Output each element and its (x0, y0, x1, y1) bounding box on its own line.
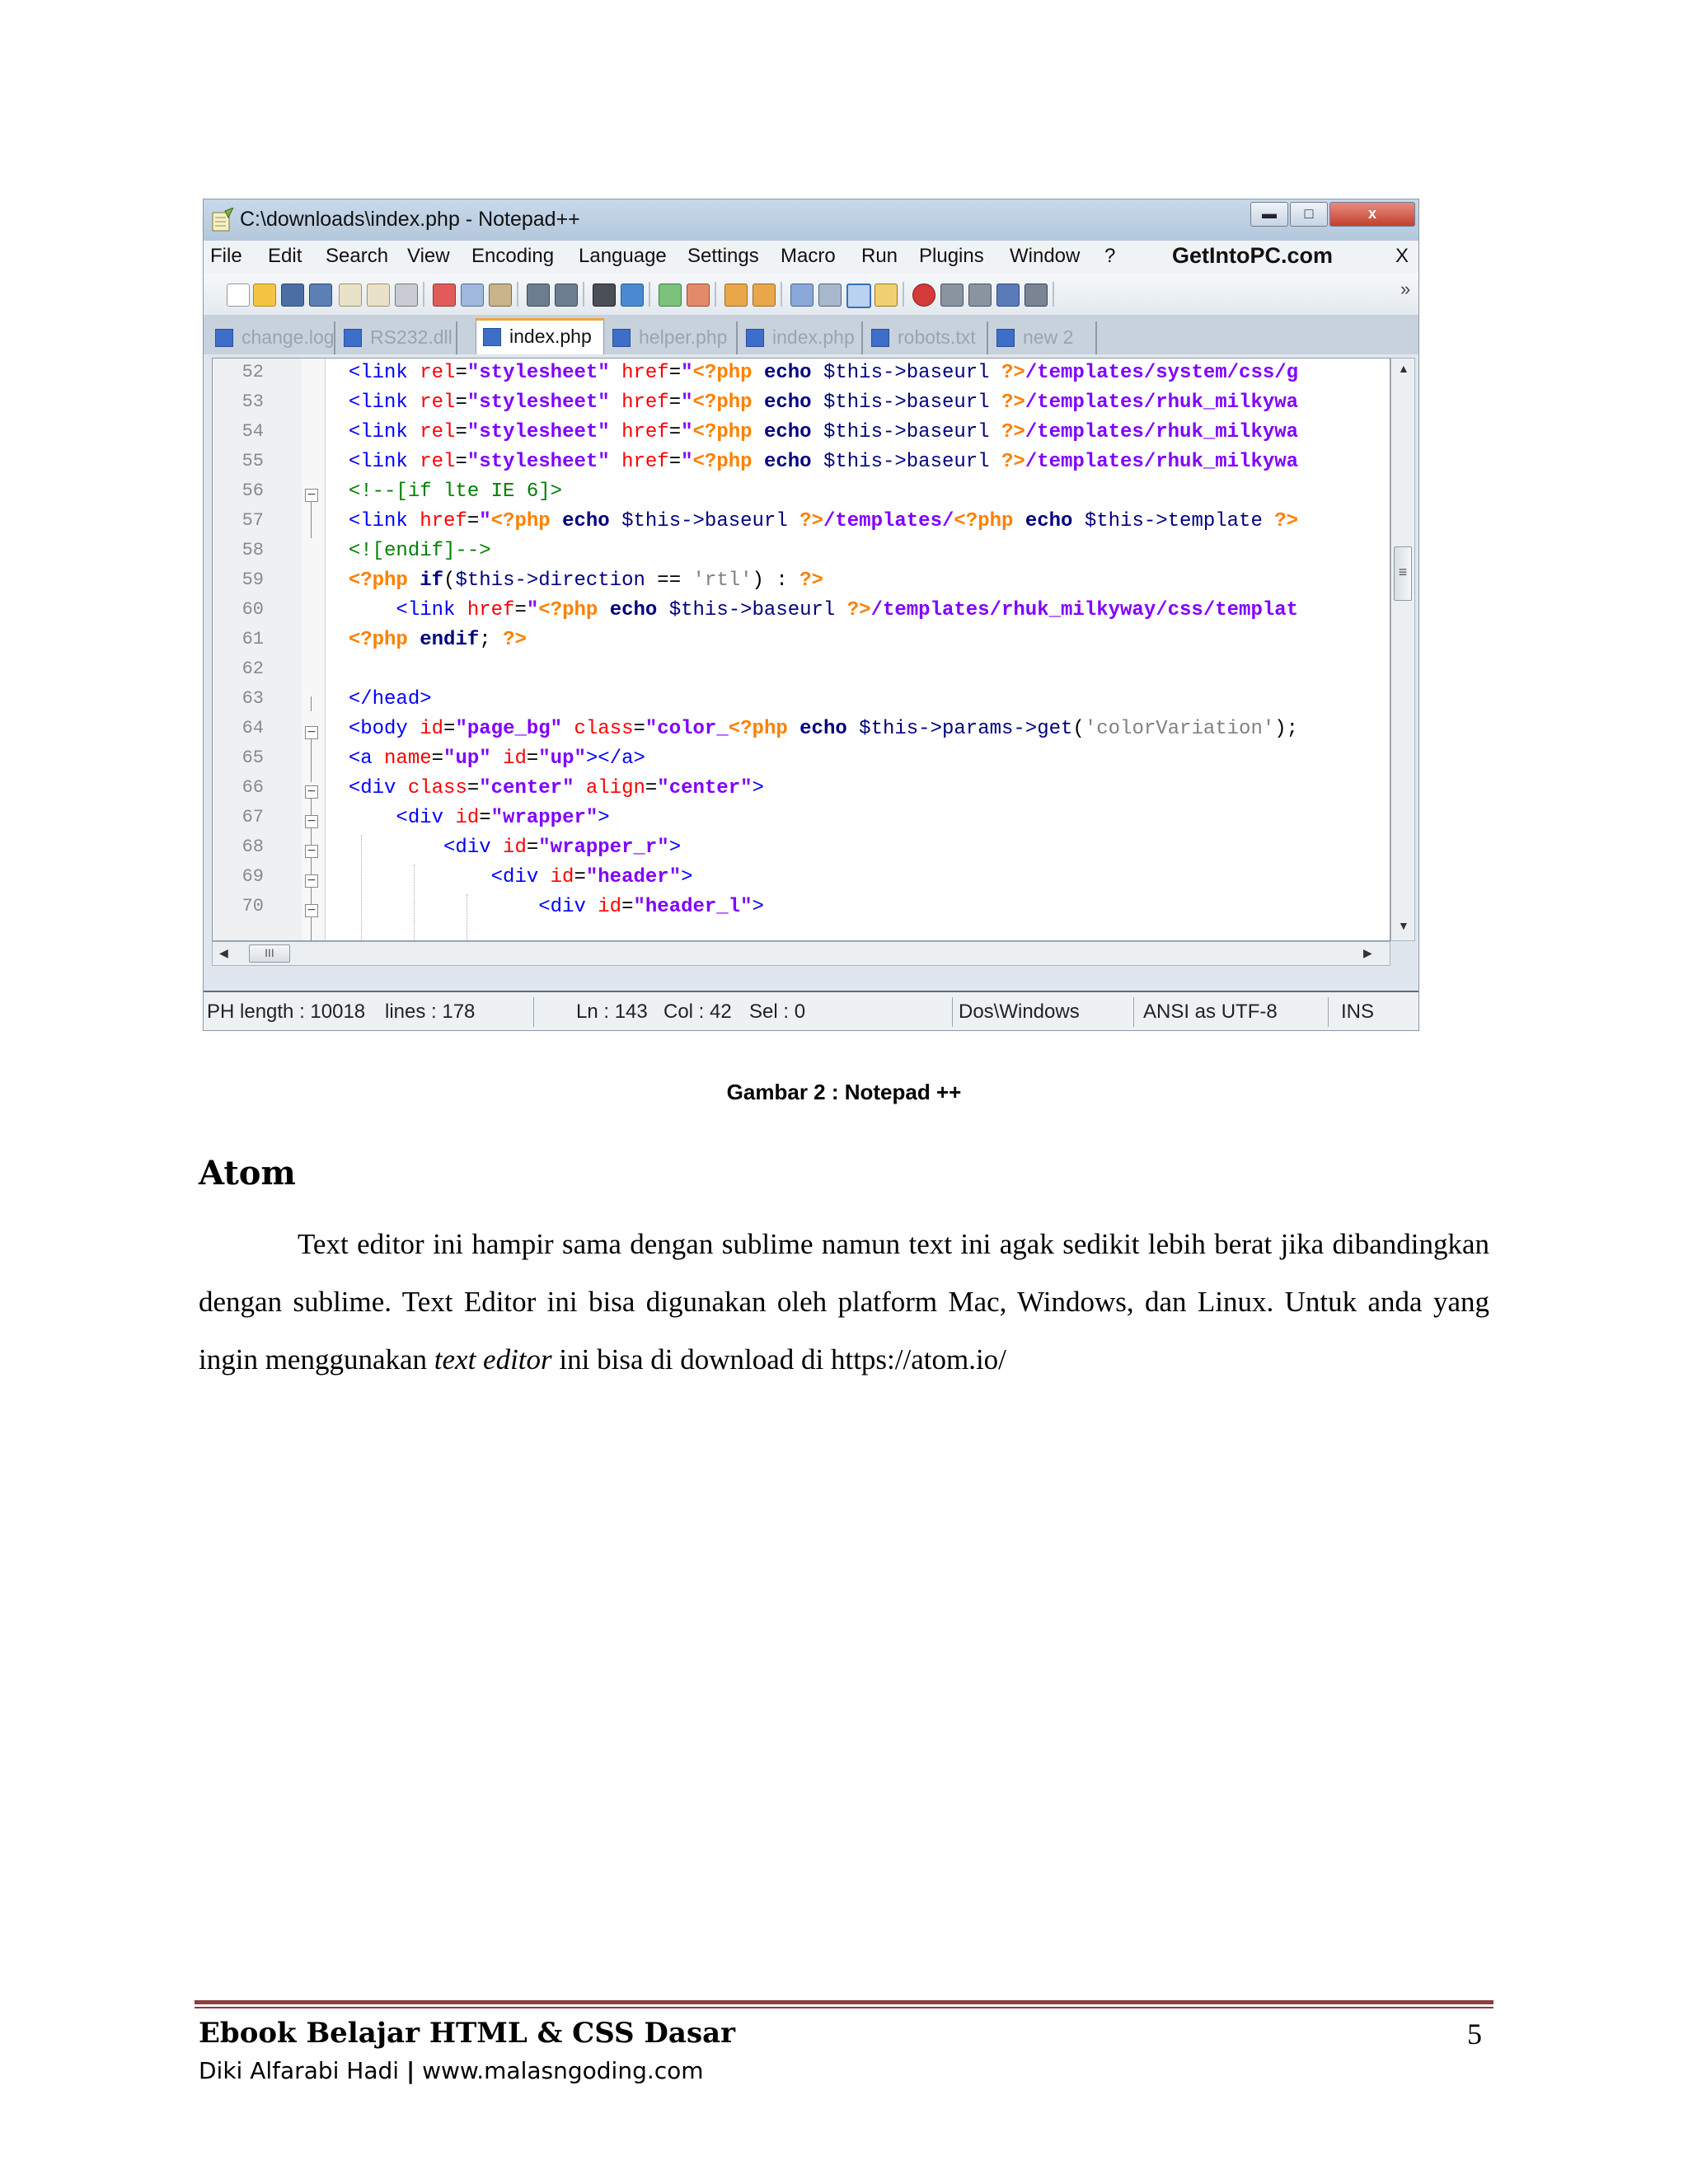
window-title: C:\downloads\index.php - Notepad++ (240, 208, 580, 231)
footer-rule (195, 2000, 1493, 2004)
fold-guide (311, 696, 312, 711)
line-number: 70 (241, 896, 264, 916)
code-line: <![endif]--> (348, 540, 491, 562)
line-number: 58 (241, 540, 264, 560)
footer-separator: | (406, 2057, 415, 2084)
code-line: <?php if($this->direction == 'rtl') : ?> (348, 569, 823, 592)
line-number: 56 (241, 480, 264, 501)
menu-view[interactable]: View (407, 245, 450, 267)
fold-guide (311, 502, 312, 538)
code-line: <div id="wrapper_r"> (443, 837, 682, 859)
code-line: </head> (348, 688, 432, 710)
code-line: <a name="up" id="up"></a> (348, 748, 645, 770)
close-file-icon[interactable] (339, 284, 362, 307)
paste-icon[interactable] (489, 284, 512, 307)
title-bar (204, 199, 1418, 241)
code-line: <link rel="stylesheet" href="<?php echo $this->baseurl ?>/templates/rhuk_milkywa (348, 391, 1299, 414)
line-number: 52 (241, 362, 264, 382)
paragraph-text-end: ini bisa di download di https://atom.io/ (551, 1343, 1006, 1376)
line-number: 67 (241, 807, 264, 827)
find-icon[interactable] (593, 284, 616, 307)
scroll-right-arrow-icon[interactable]: ▶ (1363, 946, 1372, 959)
file-tab-icon (612, 329, 631, 347)
scroll-up-arrow-icon[interactable]: ▲ (1398, 362, 1409, 375)
scroll-down-arrow-icon[interactable]: ▼ (1398, 919, 1409, 932)
status-bar (204, 991, 1418, 1031)
status-divider (533, 997, 534, 1027)
code-line: <link href="<?php echo $this->baseurl ?>/templates/rhuk_milkyway/css/templat (396, 599, 1299, 621)
menu-macro[interactable]: Macro (781, 245, 836, 267)
fold-collapse-icon[interactable]: − (305, 874, 318, 888)
line-number: 62 (241, 658, 264, 679)
horizontal-scrollbar[interactable] (212, 941, 1390, 966)
toolbar-separator (649, 282, 650, 307)
save-all-icon[interactable] (309, 284, 332, 307)
doc-map-icon[interactable] (874, 284, 898, 307)
line-number: 69 (241, 866, 264, 887)
vertical-scroll-thumb[interactable]: ≡ (1394, 546, 1412, 601)
line-number: 64 (241, 718, 264, 738)
tab-index-php-active[interactable]: index.php (476, 318, 604, 354)
status-column: Col : 42 (663, 1001, 732, 1023)
open-file-icon[interactable] (253, 284, 276, 307)
file-tab-icon (996, 329, 1015, 347)
line-number: 66 (241, 777, 264, 798)
menu-language[interactable]: Language (579, 245, 667, 267)
zoom-out-icon[interactable] (687, 284, 710, 307)
new-file-icon[interactable] (227, 284, 250, 307)
footer-author: Diki Alfarabi Hadi (199, 2057, 400, 2084)
brand-watermark: GetIntoPC.com (1172, 243, 1334, 268)
zoom-in-icon[interactable] (659, 284, 682, 307)
tab-bar (204, 315, 1418, 354)
toolbar-separator (1053, 282, 1054, 307)
menu-encoding[interactable]: Encoding (471, 245, 555, 267)
status-encoding: ANSI as UTF-8 (1143, 1001, 1278, 1023)
toolbar-overflow-icon[interactable]: » (1400, 279, 1411, 299)
code-line: <link rel="stylesheet" href="<?php echo $this->baseurl ?>/templates/system/css/g (348, 362, 1299, 384)
tab-rs232-dll[interactable]: RS232.dll (337, 321, 457, 354)
paragraph-text: Text editor ini hampir sama dengan sublime namun text ini agak sedikit lebih berat jika dibandingkan dengan sublime. Text Editor ini bisa digunakan oleh platform Mac, Windows, dan Linux. Untuk anda yang ingin menggunakan (199, 1228, 1489, 1376)
code-line: <div class="center" align="center"> (348, 777, 764, 799)
status-selection: Sel : 0 (749, 1001, 806, 1023)
code-line: <div id="wrapper"> (396, 807, 610, 829)
code-line: <!--[if lte IE 6]> (348, 480, 563, 503)
line-number: 57 (241, 510, 264, 531)
file-tab-icon (746, 329, 764, 347)
file-tab-icon (215, 329, 233, 347)
footer-book-title: Ebook Belajar HTML & CSS Dasar (199, 2017, 736, 2050)
toolbar (204, 274, 1418, 316)
status-divider (1328, 997, 1329, 1027)
code-line: <?php endif; ?> (348, 629, 527, 651)
status-length: PH length : 10018 (207, 1001, 366, 1023)
menu-help[interactable]: ? (1104, 245, 1116, 267)
status-divider (952, 997, 953, 1027)
tab-robots-txt[interactable]: robots.txt (865, 321, 988, 354)
notepad-plus-plus-screenshot (203, 199, 1419, 1031)
horizontal-scroll-thumb[interactable]: III (249, 944, 290, 963)
play-macro-icon[interactable] (968, 284, 992, 307)
toolbar-separator (583, 282, 584, 307)
code-line: <link rel="stylesheet" href="<?php echo $this->baseurl ?>/templates/rhuk_milkywa (348, 421, 1299, 443)
figure-caption: Gambar 2 : Notepad ++ (726, 1080, 962, 1104)
status-line: Ln : 143 (576, 1001, 648, 1023)
file-tab-icon (483, 328, 501, 346)
vertical-scrollbar[interactable] (1390, 358, 1415, 941)
fold-collapse-icon[interactable]: − (305, 815, 318, 828)
stop-macro-icon[interactable] (940, 284, 964, 307)
status-lines: lines : 178 (385, 1001, 476, 1023)
page-number: 5 (1467, 2018, 1482, 2050)
line-number: 59 (241, 569, 264, 590)
line-number: 63 (241, 688, 264, 709)
status-insert-mode: INS (1341, 1001, 1375, 1023)
undo-icon[interactable] (527, 284, 550, 307)
run-macro-multiple-icon[interactable] (996, 284, 1020, 307)
word-wrap-icon[interactable] (790, 284, 814, 307)
paragraph-italic-text: text editor (434, 1343, 552, 1376)
print-icon[interactable] (395, 284, 418, 307)
show-all-characters-icon[interactable] (818, 284, 842, 307)
footer-rule-thin (195, 2007, 1493, 2008)
section-heading: Atom (199, 1154, 296, 1193)
menu-settings[interactable]: Settings (687, 245, 759, 267)
menu-file[interactable]: File (210, 245, 242, 267)
tab-new-2[interactable]: new 2 (990, 321, 1097, 354)
close-button[interactable]: x (1329, 202, 1415, 227)
status-divider (1133, 997, 1134, 1027)
cut-icon[interactable] (433, 284, 456, 307)
code-line: <body id="page_bg" class="color_<?php echo $this->params->get('colorVariation'); (348, 718, 1299, 740)
menu-run[interactable]: Run (861, 245, 898, 267)
line-number: 65 (241, 748, 264, 768)
tab-helper-php[interactable]: helper.php (606, 321, 738, 354)
footer-website: www.malasngoding.com (422, 2057, 704, 2084)
fold-collapse-icon[interactable]: − (305, 904, 318, 917)
line-number: 61 (241, 629, 264, 649)
fold-collapse-icon[interactable]: − (305, 845, 318, 858)
fold-collapse-icon[interactable]: − (305, 785, 318, 799)
tab-index-php[interactable]: index.php (739, 321, 863, 354)
save-icon[interactable] (281, 284, 304, 307)
file-tab-icon (344, 329, 362, 347)
document-close-button[interactable]: X (1395, 245, 1409, 267)
code-line: <div id="header"> (490, 866, 693, 888)
code-line: <div id="header_l"> (538, 896, 764, 918)
save-macro-icon[interactable] (1025, 284, 1048, 307)
fold-guide (311, 739, 312, 782)
code-line: <link rel="stylesheet" href="<?php echo $this->baseurl ?>/templates/rhuk_milkywa (348, 451, 1299, 473)
toolbar-separator (423, 282, 424, 307)
toolbar-separator (781, 282, 782, 307)
line-number: 55 (241, 451, 264, 471)
code-editor[interactable] (212, 358, 1390, 941)
menu-bar (204, 241, 1418, 274)
line-number: 60 (241, 599, 264, 620)
code-line (325, 655, 336, 685)
minimize-button[interactable]: ▬ (1250, 202, 1288, 227)
menu-window[interactable]: Window (1010, 245, 1081, 267)
sync-vertical-icon[interactable] (724, 284, 748, 307)
scroll-left-arrow-icon[interactable]: ◀ (219, 946, 228, 959)
fold-collapse-icon[interactable]: − (305, 489, 318, 502)
record-macro-icon[interactable] (912, 284, 935, 307)
footer-author-line (199, 2057, 704, 2084)
indent-guide-icon[interactable] (846, 284, 871, 308)
toolbar-separator (517, 282, 518, 307)
status-eol-format: Dos\Windows (959, 1001, 1080, 1023)
fold-collapse-icon[interactable]: − (305, 726, 318, 739)
copy-icon[interactable] (461, 284, 484, 307)
body-paragraph (199, 1216, 1489, 1389)
menu-plugins[interactable]: Plugins (919, 245, 984, 267)
tab-change-log[interactable]: change.log (209, 321, 335, 354)
file-tab-icon (871, 329, 889, 347)
toolbar-separator (715, 282, 716, 307)
replace-icon[interactable] (621, 284, 644, 307)
maximize-button[interactable]: □ (1290, 202, 1328, 227)
sync-horizontal-icon[interactable] (753, 284, 776, 307)
menu-search[interactable]: Search (326, 245, 389, 267)
line-number: 54 (241, 421, 264, 442)
toolbar-separator (903, 282, 904, 307)
menu-edit[interactable]: Edit (268, 245, 302, 267)
line-number: 68 (241, 837, 264, 857)
notepad-app-icon (210, 208, 235, 232)
close-all-icon[interactable] (367, 284, 390, 307)
redo-icon[interactable] (555, 284, 578, 307)
code-line: <link href="<?php echo $this->baseurl ?>/templates/<?php echo $this->template ?> (348, 510, 1299, 532)
line-number: 53 (241, 391, 264, 412)
